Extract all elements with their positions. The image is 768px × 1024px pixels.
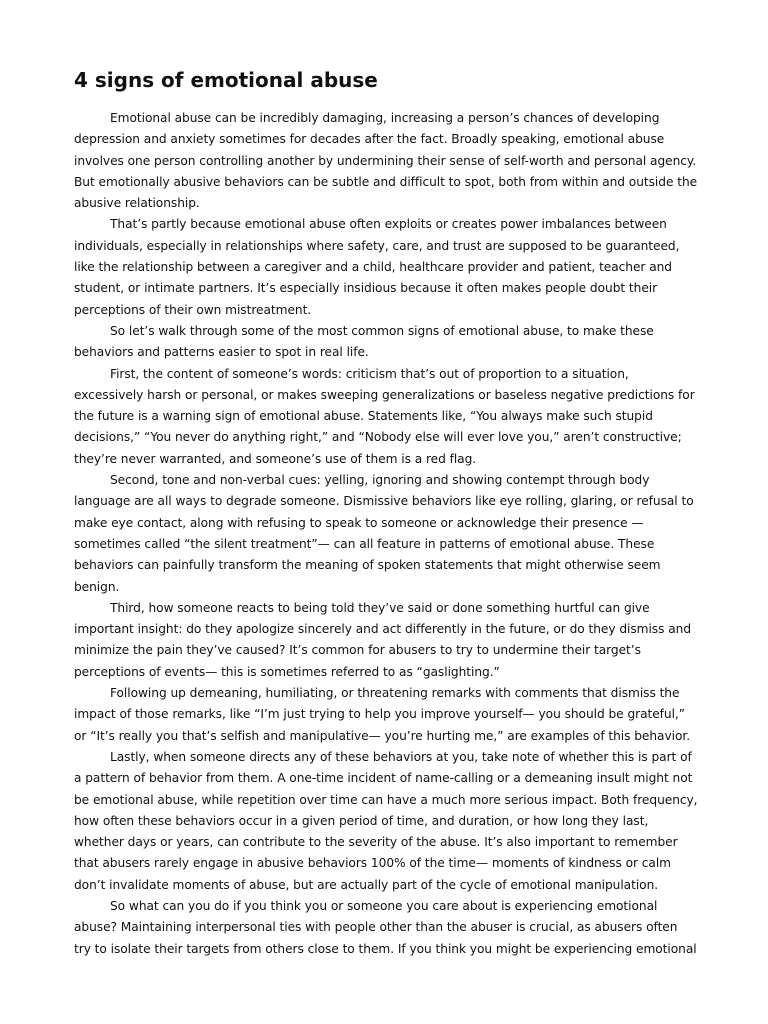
paragraph-3: So let’s walk through some of the most common signs of emotional abuse, to make these behaviors and patterns easier to spot in real life. (74, 323, 654, 360)
paragraph-5: Second, tone and non-verbal cues: yelling, ignoring and showing contempt through body language are all ways to degrade someone. Dismissive behaviors like eye rolling, glaring, or refusal to make eye contact, along with refusing to speak to someone or acknowledge their presence — sometimes called “the silent treatment”— can all feature in patterns of emotional abuse. These behaviors can painfully transform the meaning of spoken statements that might otherwise seem benign. (74, 473, 694, 594)
paragraph-4: First, the content of someone’s words: criticism that’s out of proportion to a situation, excessively harsh or personal, or makes sweeping generalizations or baseless negative predictions for the future is a warning sign of emotional abuse. Statements like, “You always make such stupid decisions,” “You never do anything right,” and “Nobody else will ever love you,” aren’t constructive; they’re never warranted, and someone’s use of them is a red flag. (74, 366, 695, 466)
document-page (74, 66, 698, 960)
paragraph-6: Third, how someone reacts to being told they’ve said or done something hurtful can give important insight: do they apologize sincerely and act differently in the future, or do they dismiss and minimize the pain they’ve caused? It’s common for abusers to try to undermine their target’s perceptions of events— this is sometimes referred to as “gaslighting.” (74, 600, 692, 679)
paragraph-8: Lastly, when someone directs any of these behaviors at you, take note of whether this is part of a pattern of behavior from them. A one-time incident of name-calling or a demeaning insult might not be emotional abuse, while repetition over time can have a much more serious impact. Both frequency, how often these behaviors occur in a given period of time, and duration, or how long they last, whether days or years, can contribute to the severity of the abuse. It’s also important to remember that abusers rarely engage in abusive behaviors 100% of the time— moments of kindness or calm don’t invalidate moments of abuse, but are actually part of the cycle of emotional manipulation. (74, 749, 698, 892)
paragraph-1: Emotional abuse can be incredibly damaging, increasing a person’s chances of developing depression and anxiety sometimes for decades after the fact. Broadly speaking, emotional abuse involves one person controlling another by undermining their sense of self-worth and personal agency. But emotionally abusive behaviors can be subtle and difficult to spot, both from within and outside the abusive relationship. (74, 111, 698, 211)
document-body (74, 108, 698, 960)
paragraph-7: Following up demeaning, humiliating, or threatening remarks with comments that dismiss the impact of those remarks, like “I’m just trying to help you improve yourself— you should be grateful,” or “It’s really you that’s selfish and manipulative— you’re hurting me,” are examples of this behavior. (74, 686, 691, 743)
paragraph-9: So what can you do if you think you or someone you care about is experiencing emotional abuse? Maintaining interpersonal ties with people other than the abuser is crucial, as abusers often try to isolate their targets from others close to them. If you think you might be experiencing emotional (74, 898, 697, 956)
paragraph-2: That’s partly because emotional abuse often exploits or creates power imbalances between individuals, especially in relationships where safety, care, and trust are supposed to be guaranteed, like the relationship between a caregiver and a child, healthcare provider and patient, teacher and student, or intimate partners. It’s especially insidious because it often makes people doubt their perceptions of their own mistreatment. (74, 217, 680, 317)
page-title: 4 signs of emotional abuse (74, 68, 378, 92)
